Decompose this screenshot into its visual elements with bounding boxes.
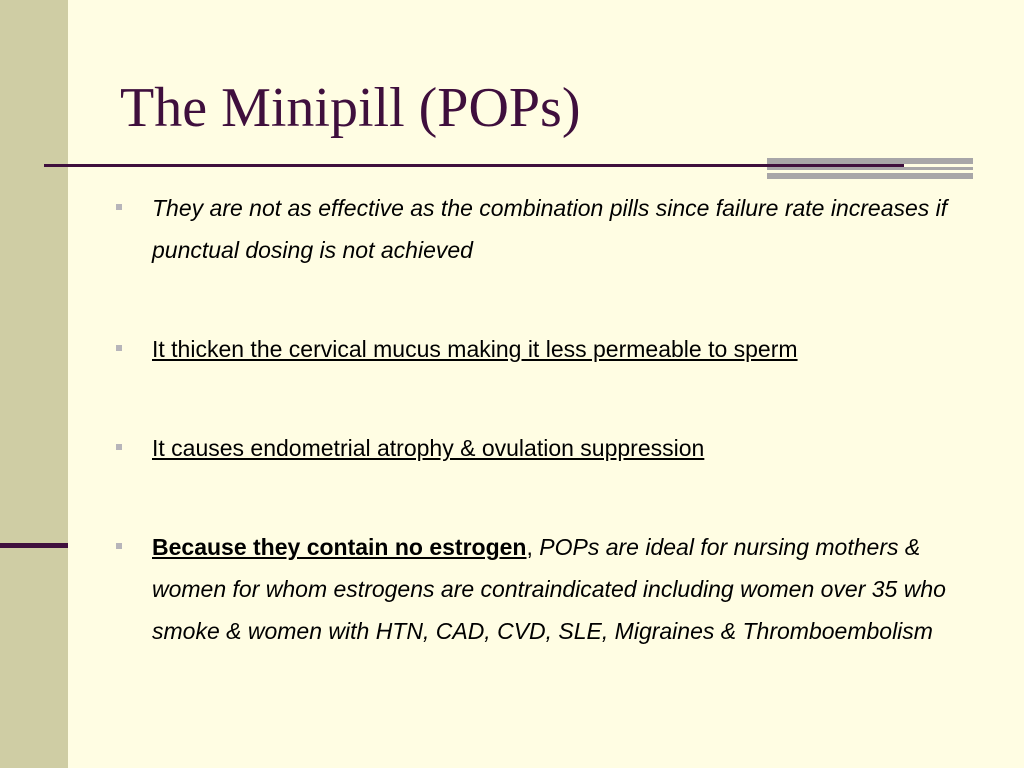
bullet-marker-icon: [116, 543, 122, 549]
decorative-gray-bar-2: [767, 167, 973, 170]
bullet-1: [116, 187, 966, 271]
bullet-marker-icon: [116, 345, 122, 351]
bullet-4-text: [152, 526, 966, 652]
bullet-4-comma: ,: [526, 534, 533, 560]
left-decorative-band: [0, 0, 68, 768]
bullet-2-text-wrap: [152, 328, 966, 370]
bullet-2: [116, 328, 966, 370]
bullet-3: [116, 427, 966, 469]
bullet-1-text: They are not as effective as the combination pills since failure rate increases if punctual dosing is not achieved: [152, 195, 948, 263]
bullet-3-text-wrap: [152, 427, 966, 469]
bullet-marker-icon: [116, 444, 122, 450]
decorative-gray-bar-3: [767, 173, 973, 179]
bullet-2-text: It thicken the cervical mucus making it less permeable to sperm: [152, 336, 798, 362]
left-accent-line: [0, 543, 68, 548]
slide-title: The Minipill (POPs): [120, 77, 581, 139]
bullet-marker-icon: [116, 204, 122, 210]
bullet-3-text: It causes endometrial atrophy & ovulation suppression: [152, 435, 705, 461]
decorative-gray-bar-1: [767, 158, 973, 164]
bullet-4: [116, 526, 966, 652]
bullet-4-italic-text: POPs are ideal for nursing mothers & women for whom estrogens are contraindicated including women over 35 who smoke & women with HTN, CAD, CVD, SLE, Migraines & Thromboembolism: [152, 534, 946, 644]
bullet-4-bold-text: Because they contain no estrogen: [152, 534, 527, 560]
